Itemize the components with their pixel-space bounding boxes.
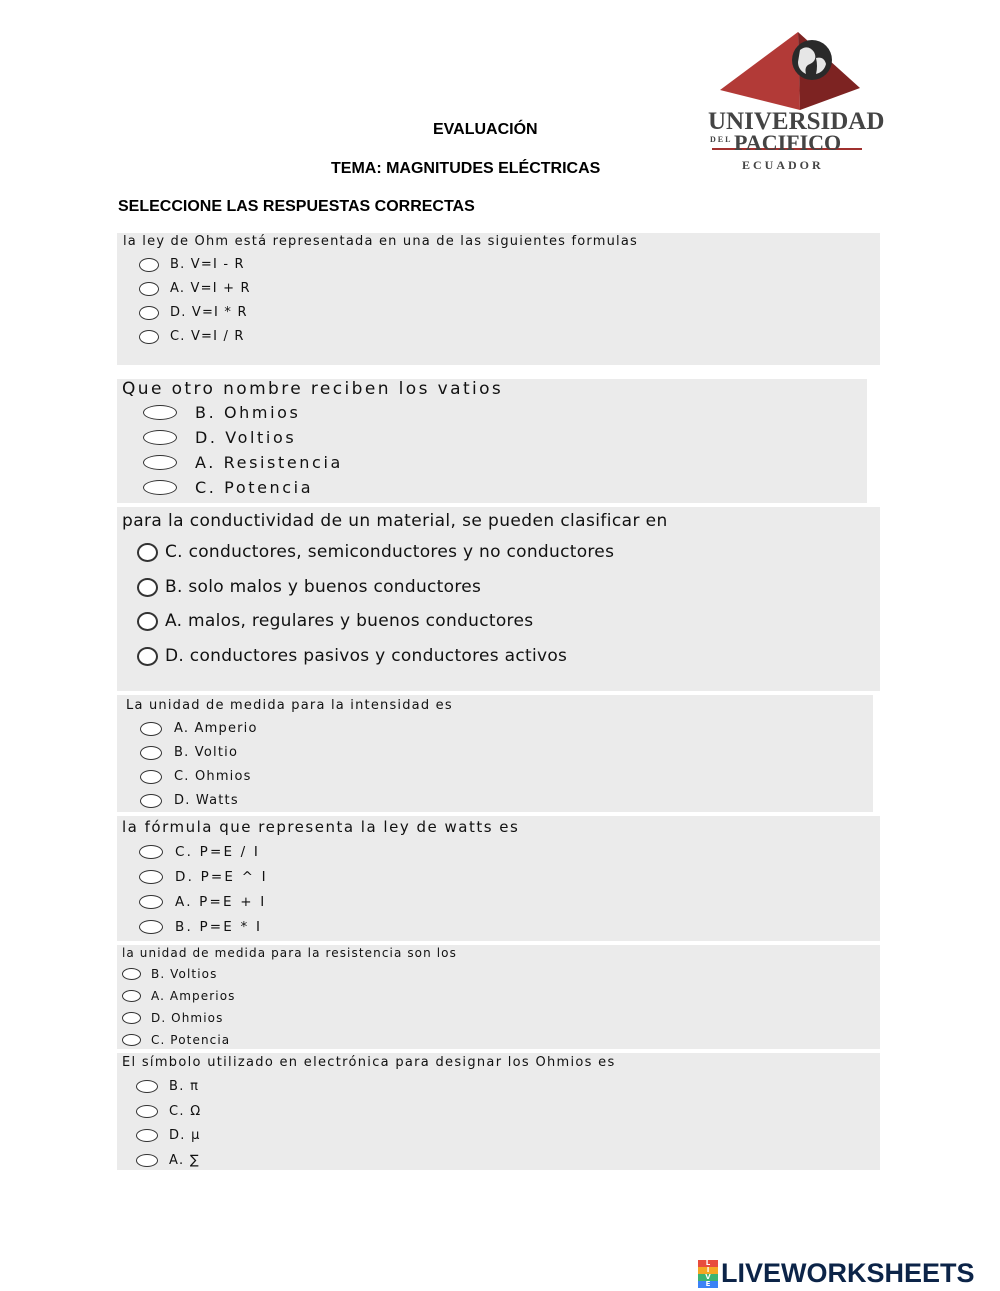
radio-button[interactable] [140, 794, 162, 808]
radio-button[interactable] [143, 405, 177, 420]
radio-button[interactable] [136, 1105, 158, 1118]
radio-button[interactable] [143, 430, 177, 445]
option[interactable]: D. Ohmios [122, 1011, 223, 1025]
brand-name: LIVEWORKSHEETS [721, 1258, 975, 1288]
option[interactable]: A. ∑ [136, 1153, 200, 1168]
option[interactable]: D. V=I * R [139, 305, 248, 320]
radio-button[interactable] [139, 920, 163, 934]
radio-button[interactable] [137, 647, 158, 666]
radio-button[interactable] [139, 870, 163, 884]
option[interactable]: C. Ω [136, 1104, 201, 1119]
logo-line1: UNIVERSIDAD [708, 108, 885, 135]
instruction-heading: SELECCIONE LAS RESPUESTAS CORRECTAS [118, 198, 475, 215]
option[interactable]: B. π [136, 1079, 199, 1094]
option[interactable]: A. Amperio [140, 721, 258, 736]
radio-button[interactable] [139, 306, 159, 320]
logo-line2b: PACIFICO [734, 130, 842, 155]
question-card [117, 507, 880, 691]
option[interactable]: A. Resistencia [143, 453, 343, 472]
option[interactable]: B. Voltios [122, 967, 217, 981]
radio-button[interactable] [137, 612, 158, 631]
option[interactable]: B. Ohmios [143, 403, 300, 422]
question-card [117, 1053, 880, 1170]
radio-button[interactable] [136, 1080, 158, 1093]
radio-button[interactable] [122, 990, 141, 1002]
question-card [117, 695, 873, 812]
radio-button[interactable] [139, 330, 159, 344]
radio-button[interactable] [137, 578, 158, 597]
option[interactable]: C. conductores, semiconductores y no conductores [137, 542, 614, 562]
option[interactable]: A. Amperios [122, 989, 236, 1003]
question-card [117, 379, 867, 503]
radio-button[interactable] [139, 895, 163, 909]
logo-line3: ECUADOR [742, 158, 824, 172]
radio-button[interactable] [136, 1129, 158, 1142]
radio-button[interactable] [139, 845, 163, 859]
option[interactable]: A. P=E + I [139, 894, 266, 910]
option[interactable]: A. V=I + R [139, 281, 251, 296]
topic-heading: TEMA: MAGNITUDES ELÉCTRICAS [331, 160, 601, 177]
option[interactable]: D. Voltios [143, 428, 296, 447]
question-card [117, 816, 880, 941]
liveworksheets-badge-icon: L I V E [698, 1260, 718, 1288]
radio-button[interactable] [122, 968, 141, 980]
option[interactable]: C. Potencia [122, 1033, 230, 1047]
radio-button[interactable] [140, 770, 162, 784]
question-text: la fórmula que representa la ley de watts es [122, 818, 520, 836]
radio-button[interactable] [122, 1012, 141, 1024]
radio-button[interactable] [122, 1034, 141, 1046]
page-title: EVALUACIÓN [433, 121, 538, 138]
radio-button[interactable] [140, 746, 162, 760]
radio-button[interactable] [143, 480, 177, 495]
radio-button[interactable] [139, 282, 159, 296]
radio-button[interactable] [137, 543, 158, 562]
option[interactable]: C. Potencia [143, 478, 313, 497]
option[interactable]: A. malos, regulares y buenos conductores [137, 611, 533, 631]
question-text: La unidad de medida para la intensidad es [126, 698, 453, 713]
liveworksheets-logo [698, 1258, 975, 1289]
question-card [117, 233, 880, 365]
option[interactable]: D. Watts [140, 793, 239, 808]
question-text: la unidad de medida para la resistencia son los [122, 946, 457, 960]
option[interactable]: C. V=I / R [139, 329, 245, 344]
question-text: la ley de Ohm está representada en una de las siguientes formulas [123, 234, 638, 249]
logo-line2a: DEL [710, 135, 733, 144]
question-text: Que otro nombre reciben los vatios [122, 379, 504, 399]
option[interactable]: B. solo malos y buenos conductores [137, 577, 481, 597]
option[interactable]: B. V=I - R [139, 257, 245, 272]
radio-button[interactable] [139, 258, 159, 272]
question-text: para la conductividad de un material, se pueden clasificar en [122, 511, 668, 531]
question-card [117, 945, 880, 1049]
option[interactable]: D. P=E ^ I [139, 869, 268, 885]
option[interactable]: B. P=E * I [139, 919, 262, 935]
question-text: El símbolo utilizado en electrónica para designar los Ohmios es [122, 1055, 616, 1070]
option[interactable]: B. Voltio [140, 745, 238, 760]
radio-button[interactable] [140, 722, 162, 736]
option[interactable]: D. conductores pasivos y conductores activos [137, 646, 567, 666]
university-logo [700, 28, 885, 178]
option[interactable]: C. Ohmios [140, 769, 252, 784]
option[interactable]: D. μ [136, 1128, 201, 1143]
radio-button[interactable] [136, 1154, 158, 1167]
option[interactable]: C. P=E / I [139, 844, 260, 860]
radio-button[interactable] [143, 455, 177, 470]
